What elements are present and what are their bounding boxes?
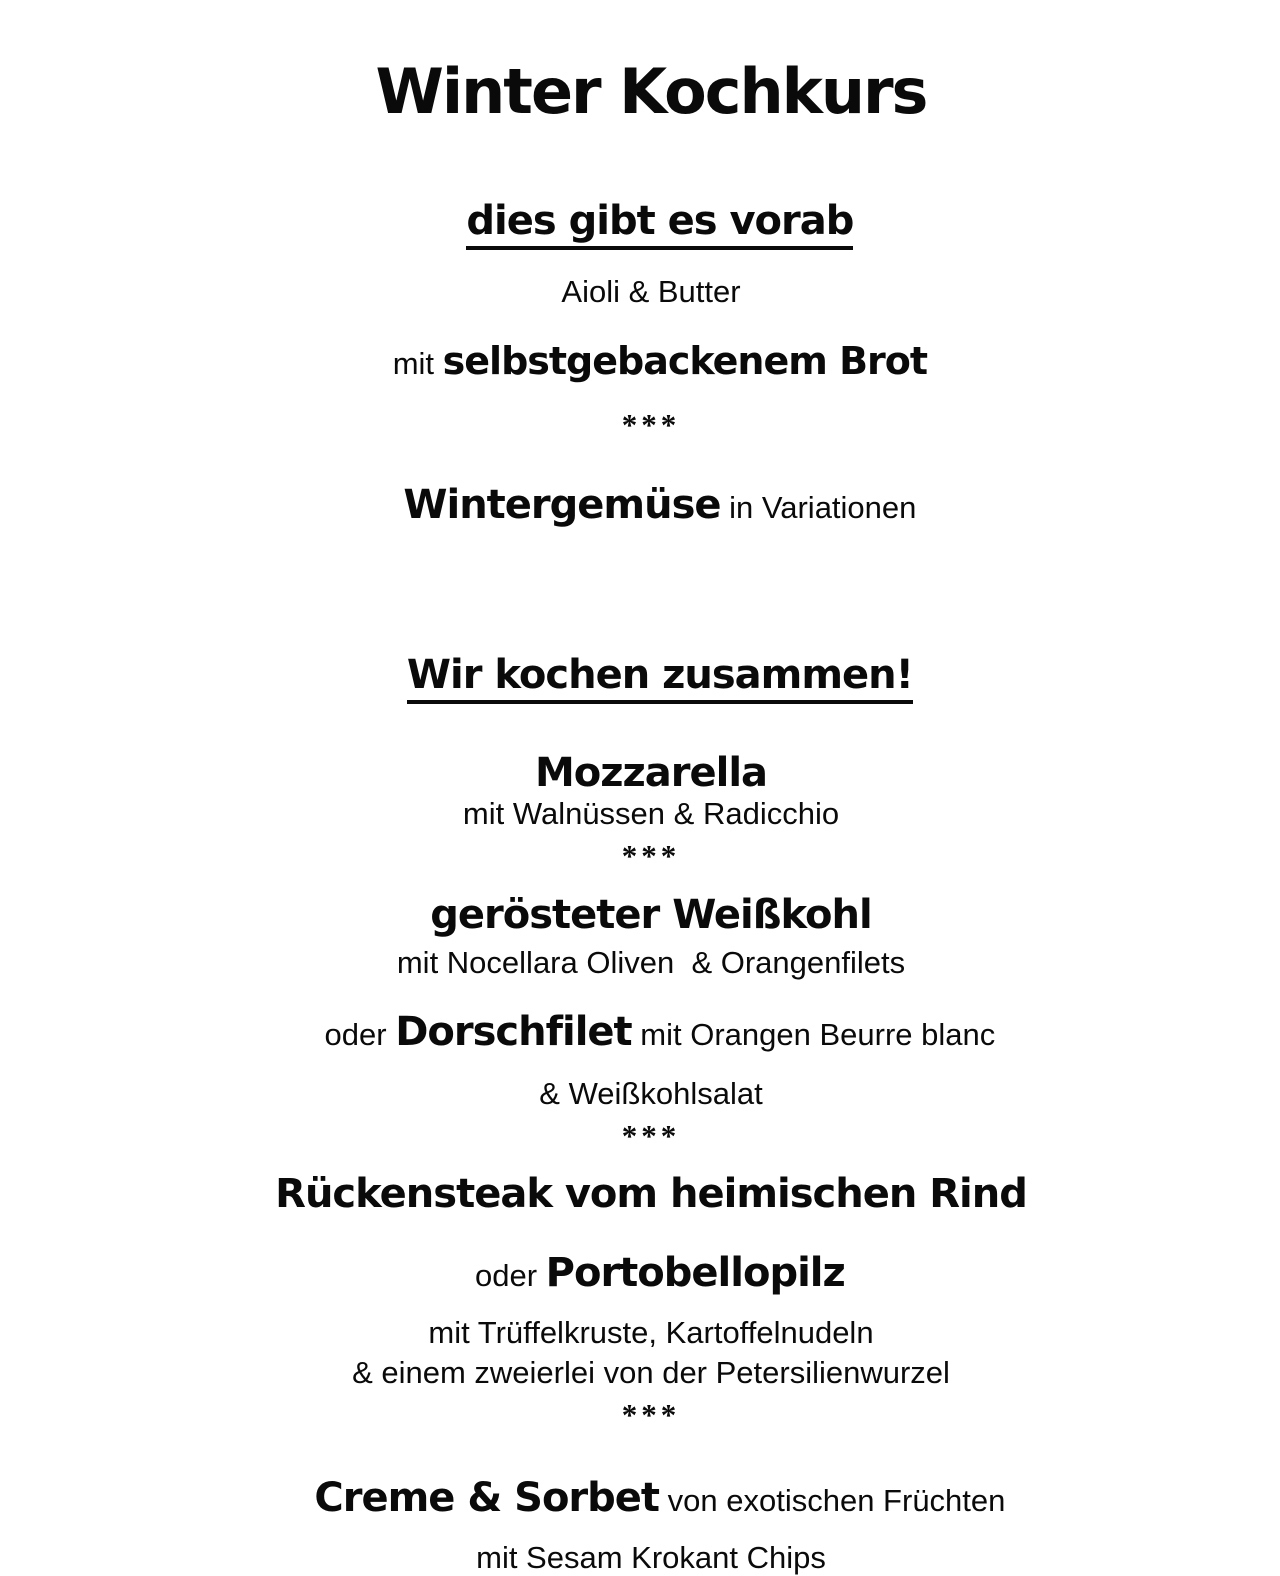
separator-stars: *** [621,406,681,442]
menu-title: Winter Kochkurs [375,55,927,128]
menu-item-wintergemuese-name: Wintergemüse [403,482,721,529]
section-heading-vorab-text: dies gibt es vorab [466,199,853,250]
menu-item-brot-prefix: mit [392,346,443,382]
menu-item-portobello [22,1233,1280,1314]
menu-item-weisskohl: gerösteter Weißkohl [430,891,872,938]
menu-item-aioli-butter: Aioli & Butter [561,273,741,309]
menu-item-portobello-name: Portobellopilz [545,1249,845,1296]
menu-item-weisskohlsalat: & Weißkohlsalat [539,1075,763,1111]
separator-stars: *** [621,1117,681,1153]
menu-item-brot [22,323,1280,401]
menu-item-trueffelkruste-desc: mit Trüffelkruste, Kartoffelnudeln [428,1314,874,1350]
menu-item-creme-sorbet-suffix: von exotischen Früchten [659,1483,1006,1519]
menu-item-sesam-chips-desc: mit Sesam Krokant Chips [476,1540,826,1576]
menu-item-petersilienwurzel-desc: & einem zweierlei von der Petersilienwurzel [352,1355,950,1391]
menu-item-mozzarella-desc: mit Walnüssen & Radicchio [462,796,840,832]
separator-stars: *** [621,838,681,874]
menu-item-rueckensteak: Rückensteak vom heimischen Rind [275,1171,1027,1218]
menu-item-weisskohl-desc: mit Nocellara Oliven & Orangenfilets [396,944,906,980]
menu-item-dorschfilet [22,992,1280,1073]
menu-item-portobello-prefix: oder [474,1257,546,1293]
separator-stars: *** [621,1396,681,1432]
section-heading-vorab [22,181,1280,268]
menu-item-wintergemuese [22,465,1280,546]
menu-item-dorschfilet-name: Dorschfilet [395,1009,632,1056]
menu-item-wintergemuese-suffix: in Variationen [720,490,917,526]
section-heading-kochen-text: Wir kochen zusammen! [407,653,913,704]
menu-item-dorschfilet-suffix: mit Orangen Beurre blanc [631,1017,996,1053]
menu-item-brot-name: selbstgebackenem Brot [442,339,928,384]
menu-item-creme-sorbet-name: Creme & Sorbet [314,1475,660,1522]
menu-item-dorschfilet-prefix: oder [324,1017,396,1053]
menu-item-creme-sorbet [22,1458,1280,1539]
menu-item-mozzarella: Mozzarella [534,749,768,796]
section-heading-kochen [22,635,1280,722]
